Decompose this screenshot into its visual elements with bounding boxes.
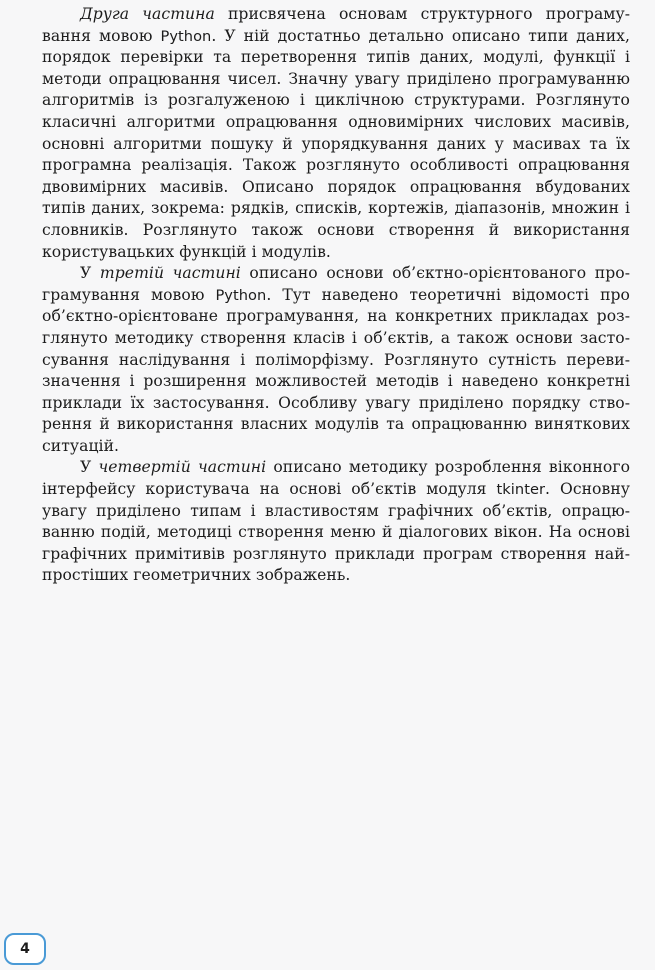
paragraph-text: описано основи об’єктно-орієнтованого програмування мовою (42, 264, 631, 304)
emphasized-term: третій частині (99, 264, 241, 283)
paragraph-part-four (42, 457, 630, 587)
paragraph-text: . Тут наведено теоретичні відомості про об’єктно-орієнтоване програмування, на конкретних прикладах розглянуто методику створення класів і об’єктів, а також основи застосування наслідування і поліморфізму. Розглянуто сутність перевизначення і розширення можливостей методів і наведено конкретні приклади їх застосування. Особливу увагу приділено порядку створення й використання власних модулів та опрацюванню виняткових ситуацій. (42, 285, 630, 455)
emphasized-term: Друга частина (80, 5, 215, 23)
paragraph-lead: У (80, 458, 99, 477)
paragraph-text: присвячена основам структурного програмування мовою (42, 5, 630, 45)
code-term: Python (160, 27, 212, 45)
code-term: tkinter (496, 481, 546, 499)
code-term: Python (215, 286, 267, 304)
emphasized-term: четвертій частині (98, 458, 267, 477)
paragraph-text: описано методику розроблення віконного інтерфейсу користувача на основі об’єктів модуля (42, 458, 631, 499)
paragraph-lead: У (80, 264, 100, 283)
page-number: 4 (4, 933, 46, 965)
paragraph-text: . Основну увагу приділено типам і властивостям графічних об’єктів, опрацюванню подій, методиці створення меню й діалогових вікон. На основі графічних примітивів розглянуто приклади програм створення найпростіших геометричних зображень. (42, 480, 630, 585)
paragraph-part-three (42, 263, 630, 457)
paragraph-text: . У ній достатньо детально описано типи даних, порядок перевірки та перетворення типів даних, модулі, функції і методи опрацювання чисел. Значну увагу приділено програмуванню алгоритмів із розгалуженою і циклічною структурами. Розглянуто класичні алгоритми опрацювання одновимірних числових масивів, основні алгоритми пошуку й упорядкування даних у масивах та їх програмна реалізація. Також розглянуто особливості опрацювання двовимірних масивів. Описано порядок опрацювання вбудованих типів даних, зокрема: рядків, списків, кортежів, діапазонів, множин і словників. Розглянуто також основи створення й використання користувацьких функцій і модулів. (42, 26, 631, 261)
paragraph-part-two (42, 4, 630, 263)
body-text (42, 4, 630, 587)
